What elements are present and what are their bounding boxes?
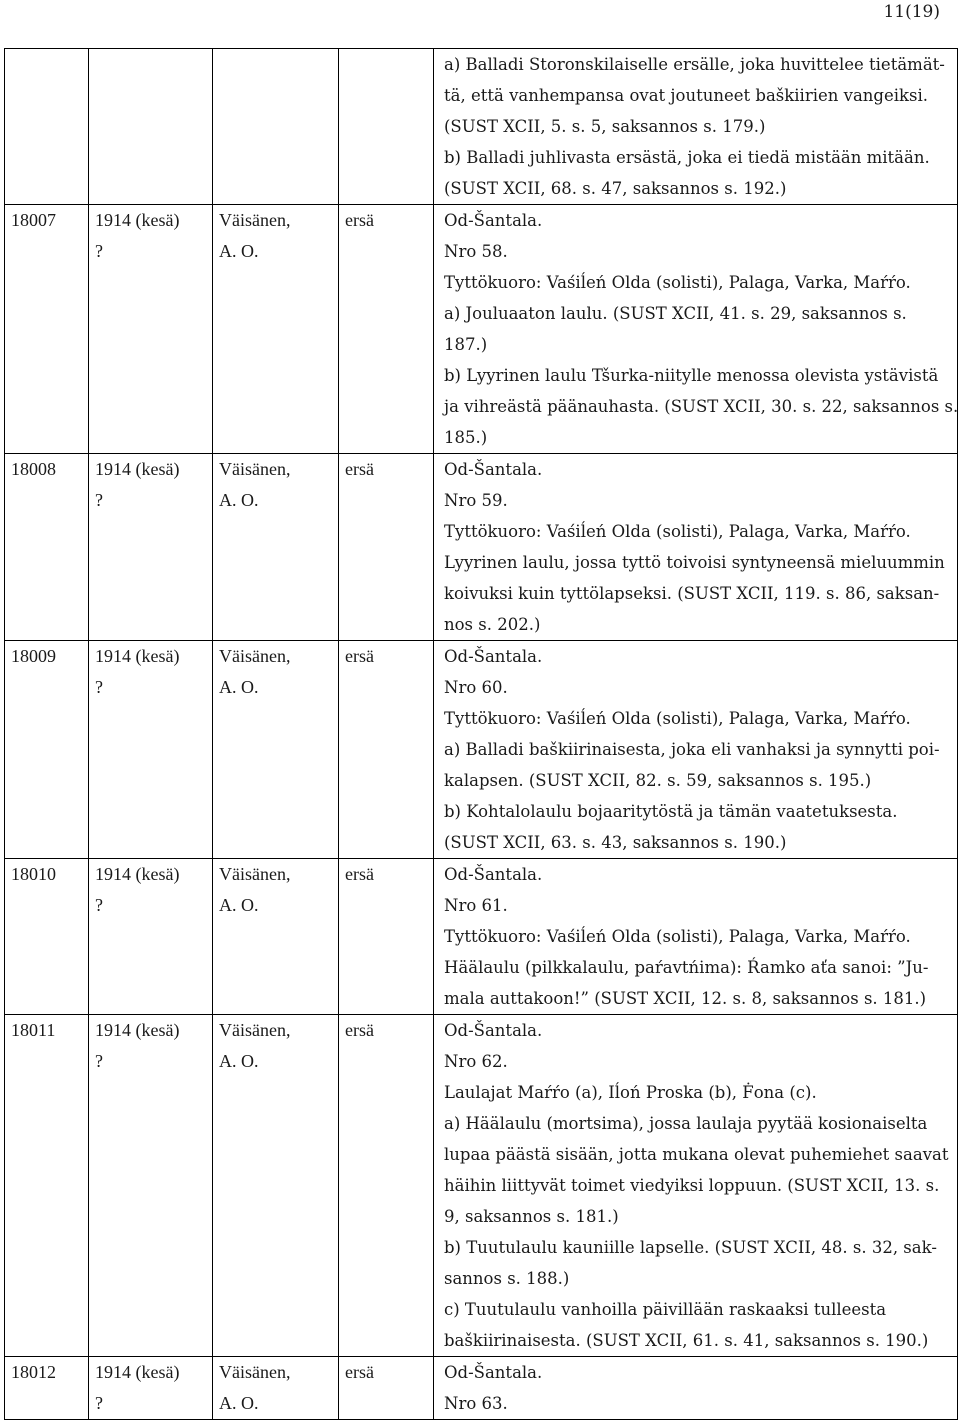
description-line: Tyttökuoro: Vaśiĺeń Olda (solisti), Palaga, Varka, Maŕŕo. xyxy=(444,273,911,292)
description-line: Tyttökuoro: Vaśiĺeń Olda (solisti), Palaga, Varka, Maŕŕo. xyxy=(444,709,911,728)
description-line: häihin liittyvät toimet viedyiksi loppuun. (SUST XCII, 13. s. xyxy=(444,1176,940,1195)
description-cell xyxy=(434,49,958,205)
collector-line: Väisänen, xyxy=(219,864,291,884)
description-line: Nro 58. xyxy=(444,242,508,261)
description-line: (SUST XCII, 68. s. 47, saksannos s. 192.) xyxy=(444,179,787,198)
date-cell xyxy=(89,1015,213,1357)
description-line: (SUST XCII, 63. s. 43, saksannos s. 190.) xyxy=(444,833,787,852)
record-id-cell xyxy=(5,859,89,1015)
language: ersä xyxy=(345,1362,374,1382)
collector-line: Väisänen, xyxy=(219,1362,291,1382)
language: ersä xyxy=(345,646,374,666)
description-cell xyxy=(434,205,958,454)
description-cell xyxy=(434,454,958,641)
collector-cell xyxy=(213,1357,339,1420)
page-number: 11(19) xyxy=(883,2,940,22)
record-id: 18007 xyxy=(11,210,56,230)
description-line: baškiirinaisesta. (SUST XCII, 61. s. 41, saksannos s. 190.) xyxy=(444,1331,929,1350)
date-cell xyxy=(89,454,213,641)
description-line: a) Balladi baškiirinaisesta, joka eli vanhaksi ja synnytti poi- xyxy=(444,740,940,759)
collector-cell xyxy=(213,49,339,205)
date-cell xyxy=(89,49,213,205)
description-line: b) Lyyrinen laulu Tšurka-niitylle menossa olevista ystävistä xyxy=(444,366,939,385)
description-line: 9, saksannos s. 181.) xyxy=(444,1207,619,1226)
description-line: Od-Šantala. xyxy=(444,460,543,479)
record-id-cell xyxy=(5,1015,89,1357)
date-line: ? xyxy=(95,1051,103,1071)
description-line: a) Balladi Storonskilaiselle ersälle, joka huvittelee tietämät- xyxy=(444,55,945,74)
record-id-cell xyxy=(5,1357,89,1420)
description-line: Nro 60. xyxy=(444,678,508,697)
description-line: ja vihreästä päänauhasta. (SUST XCII, 30. s. 22, saksannos s. xyxy=(444,397,959,416)
language: ersä xyxy=(345,210,374,230)
description-cell xyxy=(434,641,958,859)
table-row xyxy=(5,1015,958,1357)
description-line: Tyttökuoro: Vaśiĺeń Olda (solisti), Palaga, Varka, Maŕŕo. xyxy=(444,522,911,541)
description-line: kalapsen. (SUST XCII, 82. s. 59, saksannos s. 195.) xyxy=(444,771,872,790)
table-row xyxy=(5,859,958,1015)
collector-cell xyxy=(213,641,339,859)
description-line: Lyyrinen laulu, jossa tyttö toivoisi syntyneensä mieluummin xyxy=(444,553,945,572)
description-line: 187.) xyxy=(444,335,488,354)
date-line: 1914 (kesä) xyxy=(95,459,180,479)
description-cell xyxy=(434,1357,958,1420)
record-id: 18012 xyxy=(11,1362,56,1382)
record-id: 18008 xyxy=(11,459,56,479)
language-cell xyxy=(339,641,434,859)
date-line: ? xyxy=(95,1393,103,1413)
language: ersä xyxy=(345,864,374,884)
language: ersä xyxy=(345,1020,374,1040)
language-cell xyxy=(339,1015,434,1357)
date-line: 1914 (kesä) xyxy=(95,210,180,230)
date-cell xyxy=(89,859,213,1015)
description-line: Od-Šantala. xyxy=(444,647,543,666)
record-id: 18011 xyxy=(11,1020,56,1040)
collector-cell xyxy=(213,1015,339,1357)
date-cell xyxy=(89,1357,213,1420)
collector-line: A. O. xyxy=(219,1393,259,1413)
language-cell xyxy=(339,1357,434,1420)
language-cell xyxy=(339,49,434,205)
collector-line: Väisänen, xyxy=(219,459,291,479)
catalog-table xyxy=(4,48,958,1420)
description-line: Nro 61. xyxy=(444,896,508,915)
description-line: Häälaulu (pilkkalaulu, paŕavtńima): Ŕamko aťa sanoi: ”Ju- xyxy=(444,958,929,977)
description-cell xyxy=(434,1015,958,1357)
table-row xyxy=(5,454,958,641)
description-line: sannos s. 188.) xyxy=(444,1269,570,1288)
description-line: Laulajat Maŕŕo (a), Iĺoń Proska (b), Ḟona (c). xyxy=(444,1083,817,1102)
description-line: a) Jouluaaton laulu. (SUST XCII, 41. s. 29, saksannos s. xyxy=(444,304,907,323)
table-row xyxy=(5,49,958,205)
date-line: 1914 (kesä) xyxy=(95,1362,180,1382)
description-line: b) Balladi juhlivasta ersästä, joka ei tiedä mistään mitään. xyxy=(444,148,930,167)
language: ersä xyxy=(345,459,374,479)
record-id-cell xyxy=(5,641,89,859)
description-line: tä, että vanhempansa ovat joutuneet baškiirien vangeiksi. xyxy=(444,86,928,105)
table-row xyxy=(5,641,958,859)
collector-line: Väisänen, xyxy=(219,1020,291,1040)
description-line: b) Tuutulaulu kauniille lapselle. (SUST XCII, 48. s. 32, sak- xyxy=(444,1238,937,1257)
description-line: 185.) xyxy=(444,428,488,447)
collector-line: A. O. xyxy=(219,677,259,697)
description-line: Od-Šantala. xyxy=(444,1021,543,1040)
table-row xyxy=(5,205,958,454)
collector-cell xyxy=(213,205,339,454)
record-id: 18009 xyxy=(11,646,56,666)
catalog-table-body xyxy=(5,49,958,1420)
description-line: nos s. 202.) xyxy=(444,615,541,634)
description-line: Nro 63. xyxy=(444,1394,508,1413)
record-id: 18010 xyxy=(11,864,56,884)
description-cell xyxy=(434,859,958,1015)
description-line: Nro 62. xyxy=(444,1052,508,1071)
description-line: koivuksi kuin tyttölapseksi. (SUST XCII, 119. s. 86, saksan- xyxy=(444,584,940,603)
description-line: lupaa päästä sisään, jotta mukana olevat puhemiehet saavat xyxy=(444,1145,949,1164)
language-cell xyxy=(339,454,434,641)
date-line: ? xyxy=(95,490,103,510)
collector-cell xyxy=(213,859,339,1015)
language-cell xyxy=(339,859,434,1015)
description-line: c) Tuutulaulu vanhoilla päivillään raskaaksi tulleesta xyxy=(444,1300,887,1319)
description-line: Tyttökuoro: Vaśiĺeń Olda (solisti), Palaga, Varka, Maŕŕo. xyxy=(444,927,911,946)
record-id-cell xyxy=(5,454,89,641)
description-line: Nro 59. xyxy=(444,491,508,510)
date-cell xyxy=(89,205,213,454)
date-line: 1914 (kesä) xyxy=(95,864,180,884)
description-line: (SUST XCII, 5. s. 5, saksannos s. 179.) xyxy=(444,117,766,136)
collector-line: A. O. xyxy=(219,241,259,261)
collector-cell xyxy=(213,454,339,641)
description-line: mala auttakoon!” (SUST XCII, 12. s. 8, saksannos s. 181.) xyxy=(444,989,927,1008)
date-line: ? xyxy=(95,677,103,697)
description-line: Od-Šantala. xyxy=(444,211,543,230)
language-cell xyxy=(339,205,434,454)
date-line: 1914 (kesä) xyxy=(95,1020,180,1040)
date-line: 1914 (kesä) xyxy=(95,646,180,666)
description-line: Od-Šantala. xyxy=(444,865,543,884)
date-line: ? xyxy=(95,895,103,915)
date-cell xyxy=(89,641,213,859)
collector-line: Väisänen, xyxy=(219,210,291,230)
description-line: a) Häälaulu (mortsima), jossa laulaja pyytää kosionaiselta xyxy=(444,1114,928,1133)
description-line: Od-Šantala. xyxy=(444,1363,543,1382)
record-id-cell xyxy=(5,49,89,205)
collector-line: A. O. xyxy=(219,490,259,510)
collector-line: A. O. xyxy=(219,895,259,915)
record-id-cell xyxy=(5,205,89,454)
date-line: ? xyxy=(95,241,103,261)
table-row xyxy=(5,1357,958,1420)
collector-line: Väisänen, xyxy=(219,646,291,666)
description-line: b) Kohtalolaulu bojaaritytöstä ja tämän vaatetuksesta. xyxy=(444,802,898,821)
collector-line: A. O. xyxy=(219,1051,259,1071)
